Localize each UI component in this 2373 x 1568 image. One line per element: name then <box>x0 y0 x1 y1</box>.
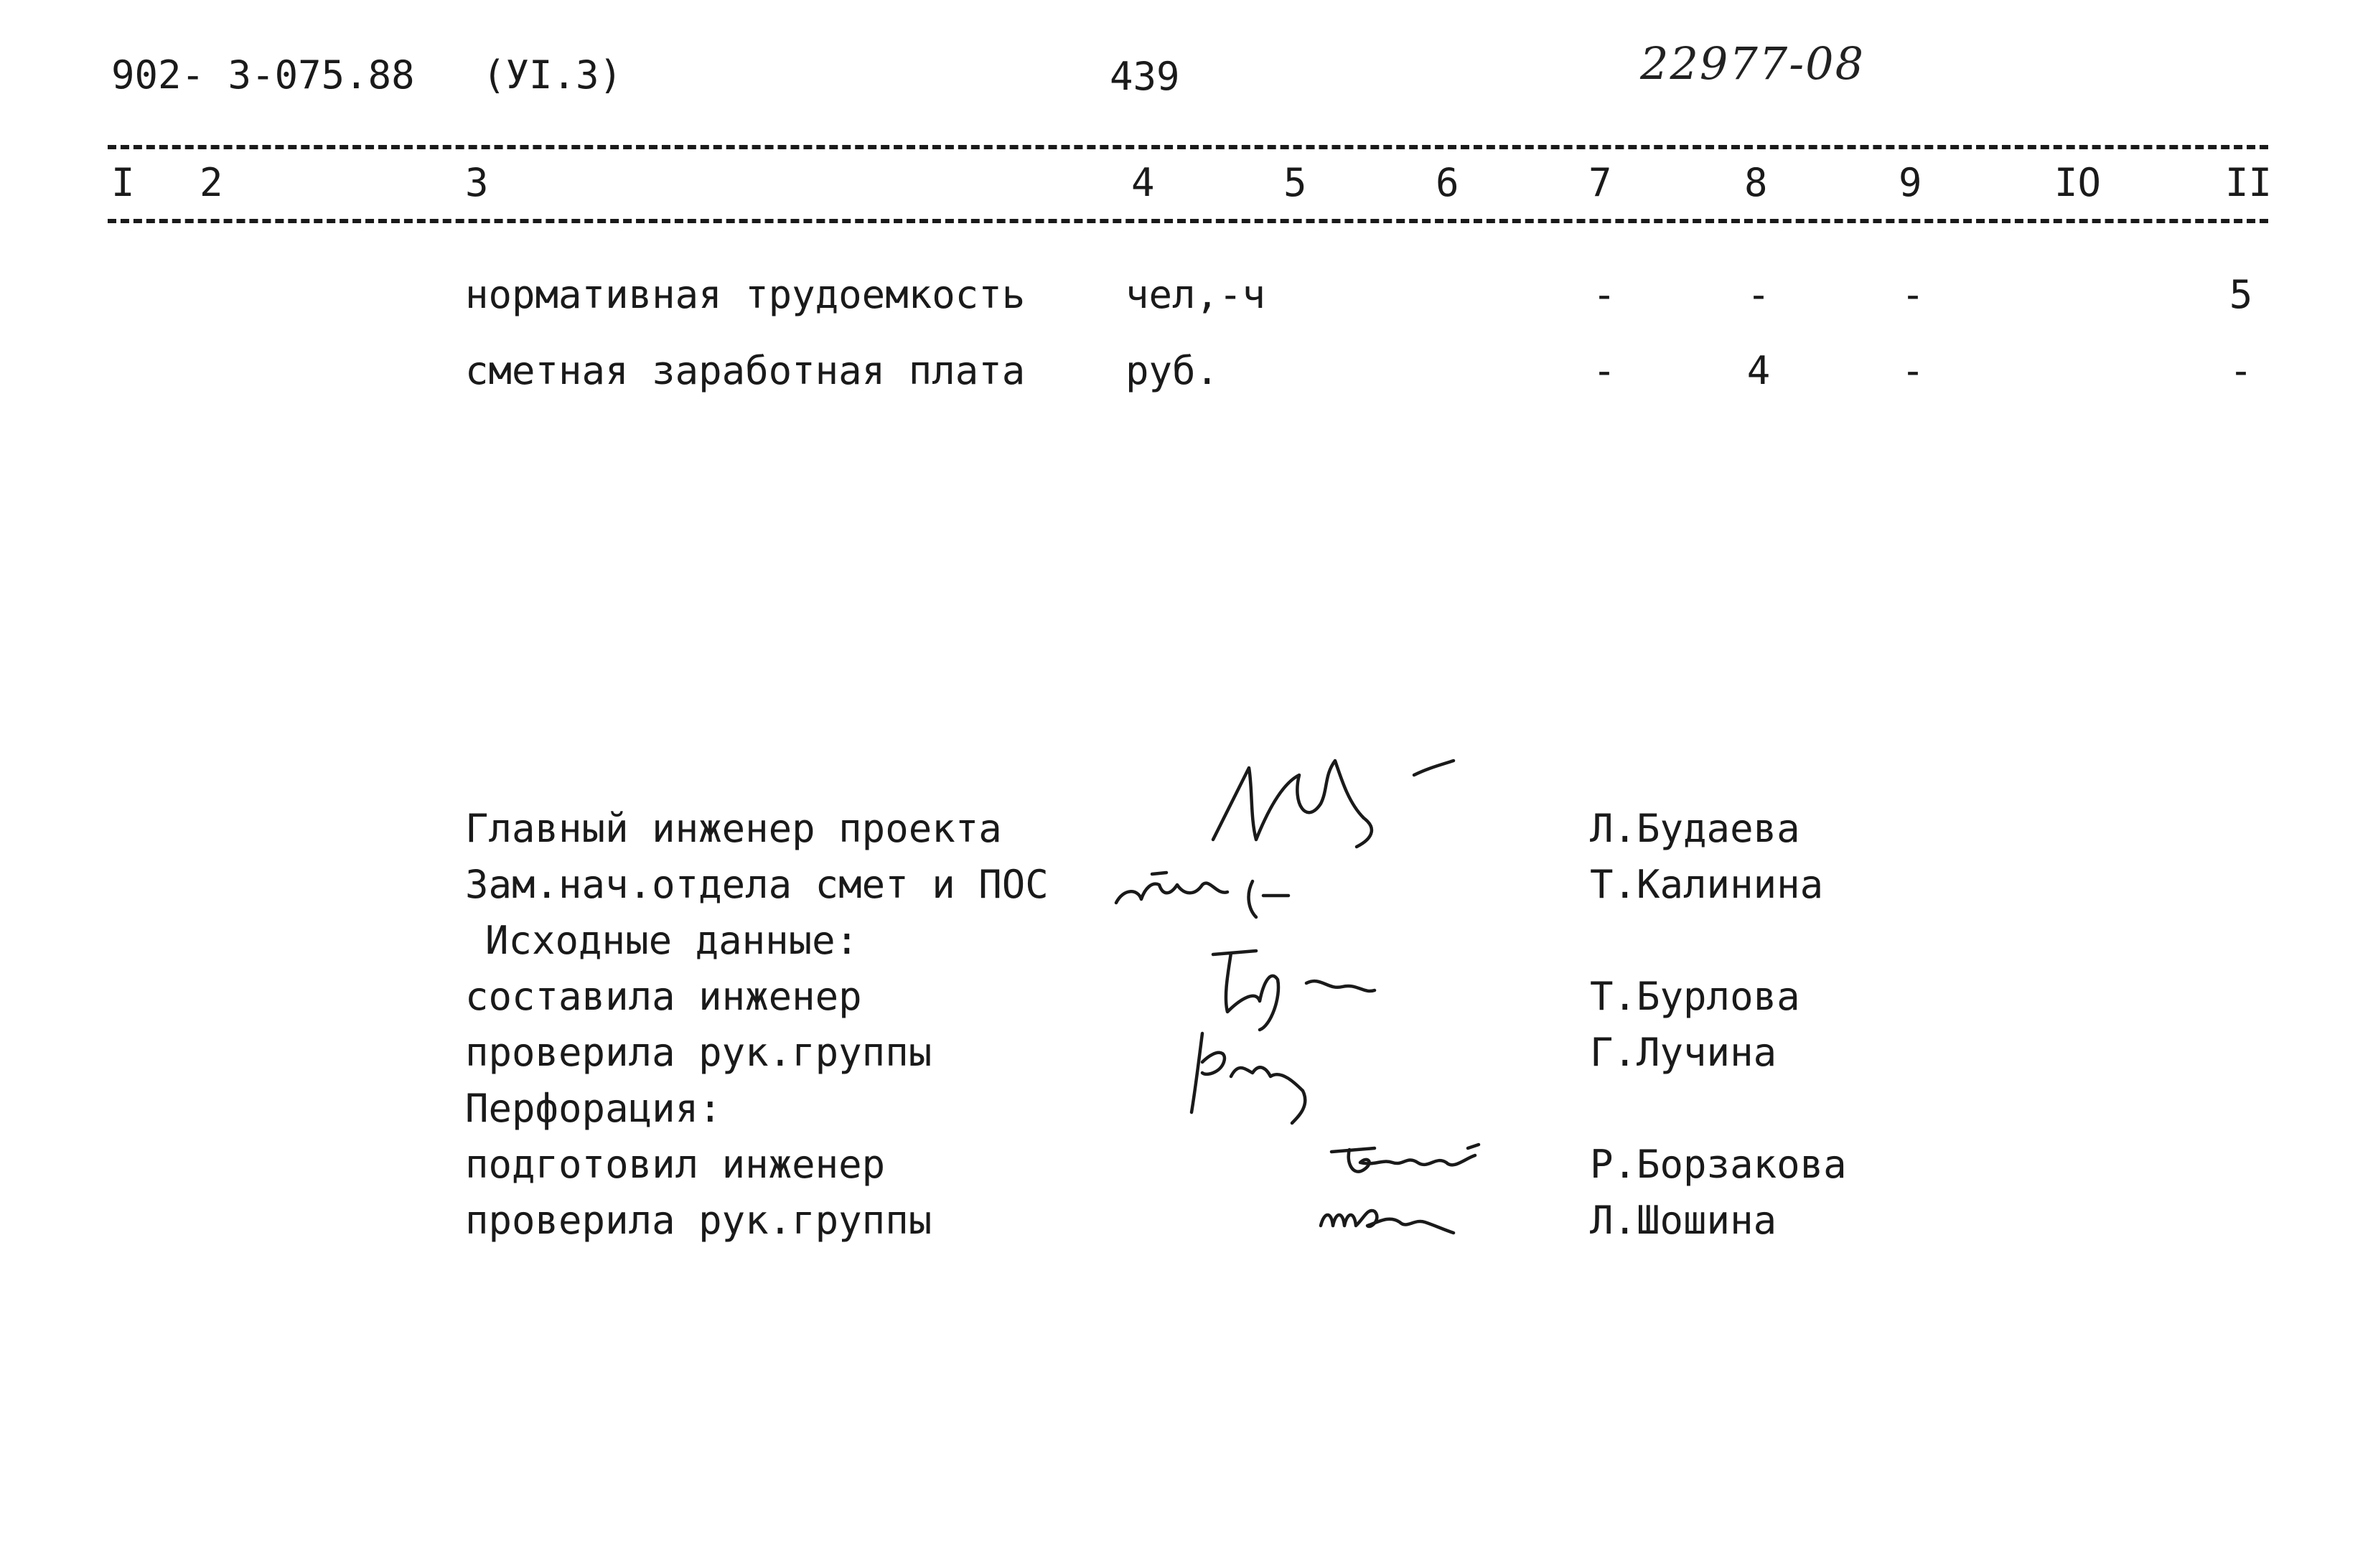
cell-col7: - <box>1592 348 1616 393</box>
source-data-heading: Исходные данные: <box>485 918 859 963</box>
column-header-6: 6 <box>1436 160 1459 205</box>
prepared-by-name: Р.Борзакова <box>1590 1142 1847 1187</box>
column-header-3: 3 <box>465 160 489 205</box>
chief-engineer-title: Главный инженер проекта <box>465 806 1002 851</box>
signature-checked-by <box>1174 1019 1360 1130</box>
column-header-9: 9 <box>1899 160 1922 205</box>
chief-engineer-name: Л.Будаева <box>1590 806 1800 851</box>
signature-checked-by <box>1310 1197 1475 1243</box>
cell-col11: 5 <box>2229 272 2253 317</box>
deputy-head-title: Зам.нач.отдела смет и ПОС <box>465 862 1049 907</box>
bottom-dashed-rule <box>108 219 2268 223</box>
column-header-11: II <box>2225 160 2273 205</box>
document-code: 902- 3-075.88 <box>111 52 415 98</box>
inventory-number: 22977-08 <box>1640 37 1866 90</box>
checked-by-title: проверила рук.группы <box>465 1030 932 1075</box>
signature-prepared-by <box>1324 1141 1489 1194</box>
column-header-1: I <box>111 160 135 205</box>
top-dashed-rule <box>108 145 2268 149</box>
column-header-5: 5 <box>1283 160 1307 205</box>
checked-by-name: Л.Шошина <box>1590 1198 1777 1243</box>
cell-col7: - <box>1592 272 1616 317</box>
compiled-by-title: составила инженер <box>465 974 862 1019</box>
page-number: 439 <box>1110 54 1180 99</box>
compiled-by-name: Т.Бурлова <box>1590 974 1800 1019</box>
column-header-4: 4 <box>1131 160 1155 205</box>
cell-col8: 4 <box>1746 348 1771 393</box>
column-header-8: 8 <box>1744 160 1768 205</box>
row-unit: чел,-ч <box>1125 272 1266 317</box>
row-name: нормативная трудоемкость <box>465 272 1026 317</box>
signature-deputy-head <box>1109 845 1310 927</box>
perforation-heading: Перфорация: <box>465 1086 722 1131</box>
row-unit: руб. <box>1125 348 1220 393</box>
cell-col8: - <box>1746 272 1771 317</box>
prepared-by-title: подготовил инженер <box>465 1142 886 1187</box>
column-header-2: 2 <box>200 160 223 205</box>
cell-col11: - <box>2229 348 2253 393</box>
cell-col9: - <box>1901 348 1925 393</box>
checked-by-title: проверила рук.группы <box>465 1198 932 1243</box>
row-name: сметная заработная плата <box>465 348 1026 393</box>
cell-col9: - <box>1901 272 1925 317</box>
volume-label: (УI.3) <box>482 52 623 98</box>
column-header-7: 7 <box>1588 160 1612 205</box>
checked-by-name: Г.Лучина <box>1590 1030 1777 1075</box>
column-header-10: IO <box>2054 160 2102 205</box>
deputy-head-name: Т.Калинина <box>1590 862 1824 907</box>
